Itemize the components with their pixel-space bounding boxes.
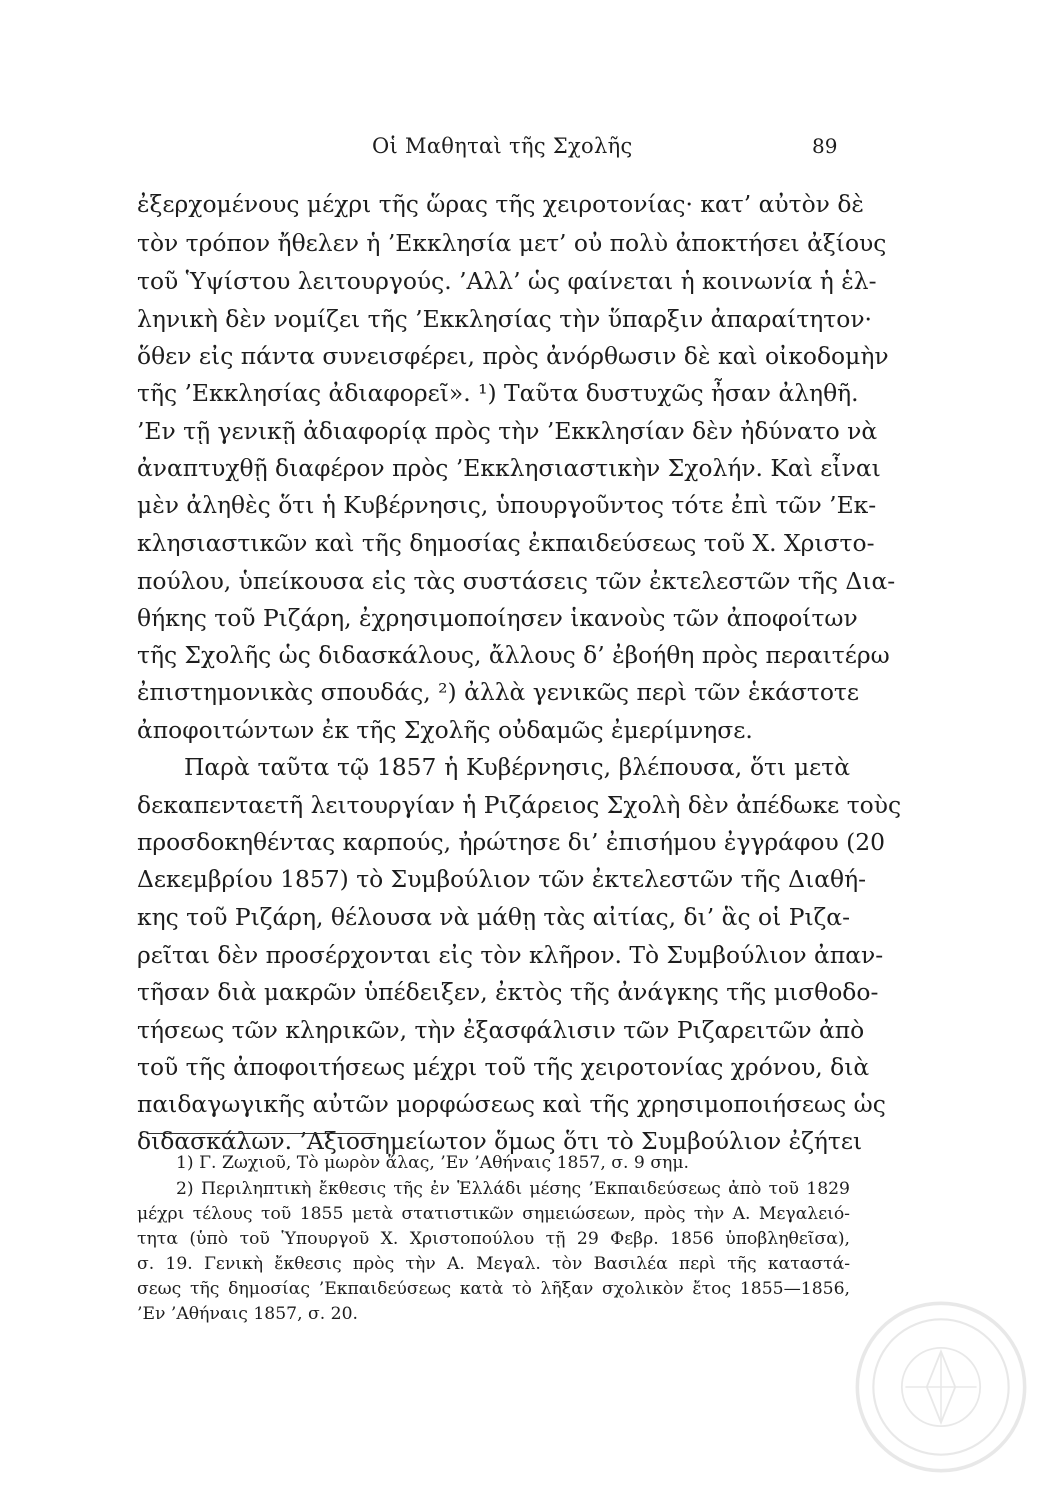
body-line: ἐπιστημονικὰς σπουδάς, ²) ἀλλὰ γενικῶς περὶ τῶν ἑκάστοτε [137,678,859,706]
body-line: τὸν τρόπον ἤθελεν ἡ ’Εκκλησία μετ’ οὐ πολὺ ἀποκτήσει ἀξίους [137,229,887,257]
body-line: ἐξερχομένους μέχρι τῆς ὥρας τῆς χειροτονίας· κατ’ αὐτὸν δὲ [137,190,864,218]
body-line: ἀποφοιτώντων ἐκ τῆς Σχολῆς οὐδαμῶς ἐμερίμνησε. [137,716,753,744]
library-seal-watermark [852,1298,1030,1476]
footnote-line: τητα (ὑπὸ τοῦ Ὑπουργοῦ Χ. Χριστοπούλου τῇ 29 Φεβρ. 1856 ὑποβληθεῖσα), [137,1229,850,1249]
body-line: παιδαγωγικῆς αὐτῶν μορφώσεως καὶ τῆς χρησιμοποιήσεως ὡς [137,1090,886,1118]
body-line: πούλου, ὑπείκουσα εἰς τὰς συστάσεις τῶν ἐκτελεστῶν τῆς Δια- [137,567,896,595]
footnote-line: 1) Γ. Ζωχιοῦ, Τὸ μωρὸν ἅλας, ’Εν ’Αθήναις 1857, σ. 9 σημ. [176,1153,689,1173]
footnote-line: ’Εν ’Αθήναις 1857, σ. 20. [137,1304,358,1324]
body-line: κης τοῦ Ριζάρη, θέλουσα νὰ μάθῃ τὰς αἰτίας, δι’ ἃς οἱ Ριζα- [137,903,850,931]
footnote-line: σεως τῆς δημοσίας ’Εκπαιδεύσεως κατὰ τὸ λῆξαν σχολικὸν ἔτος 1855—1856, [137,1279,850,1299]
body-line: ’Εν τῇ γενικῇ ἀδιαφορίᾳ πρὸς τὴν ’Εκκλησίαν δὲν ἠδύνατο νὰ [137,417,878,445]
footnote-divider [148,1133,376,1134]
body-line: τοῦ Ὑψίστου λειτουργούς. ’Αλλ’ ὡς φαίνεται ἡ κοινωνία ἡ ἑλ- [137,267,877,295]
body-line: Δεκεμβρίου 1857) τὸ Συμβούλιον τῶν ἐκτελεστῶν τῆς Διαθή- [137,865,867,893]
body-line: δεκαπενταετῆ λειτουργίαν ἡ Ριζάρειος Σχολὴ δὲν ἀπέδωκε τοὺς [137,791,902,819]
footnote-line: 2) Περιληπτικὴ ἔκθεσις τῆς ἐν Ἑλλάδι μέσης ’Εκπαιδεύσεως ἀπὸ τοῦ 1829 [176,1179,850,1199]
body-line: ρεῖται δὲν προσέρχονται εἰς τὸν κλῆρον. Τὸ Συμβούλιον ἀπαν- [137,941,884,969]
body-line: προσδοκηθέντας καρπούς, ἠρώτησε δι’ ἐπισήμου ἐγγράφου (20 [137,828,885,856]
body-line: Παρὰ ταῦτα τῷ 1857 ἡ Κυβέρνησις, βλέπουσα, ὅτι μετὰ [184,753,850,781]
body-line: μὲν ἀληθὲς ὅτι ἡ Κυβέρνησις, ὑπουργοῦντος τότε ἐπὶ τῶν ’Εκ- [137,491,877,519]
body-line: τῆσαν διὰ μακρῶν ὑπέδειξεν, ἐκτὸς τῆς ἀνάγκης τῆς μισθοδο- [137,978,879,1006]
footnote-line: μέχρι τέλους τοῦ 1855 μετὰ στατιστικῶν σημειώσεων, πρὸς τὴν Α. Μεγαλειό- [137,1204,850,1224]
running-header-title: Οἱ Μαθηταὶ τῆς Σχολῆς [372,134,633,158]
body-line: τῆς Σχολῆς ὡς διδασκάλους, ἄλλους δ’ ἐβοήθη πρὸς περαιτέρω [137,641,890,669]
footnote-line: σ. 19. Γενικὴ ἔκθεσις πρὸς τὴν Α. Μεγαλ. τὸν Βασιλέα περὶ τῆς καταστά- [137,1254,850,1274]
body-line: τῆς ’Εκκλησίας ἀδιαφορεῖ». ¹) Ταῦτα δυστυχῶς ἦσαν ἀληθῆ. [137,379,859,407]
body-line: ὅθεν εἰς πάντα συνεισφέρει, πρὸς ἀνόρθωσιν δὲ καὶ οἰκοδομὴν [137,342,889,370]
body-line: τοῦ τῆς ἀποφοιτήσεως μέχρι τοῦ τῆς χειροτονίας χρόνου, διὰ [137,1053,870,1081]
body-line: ἀναπτυχθῇ διαφέρον πρὸς ’Εκκλησιαστικὴν Σχολήν. Καὶ εἶναι [137,454,881,482]
page-number: 89 [812,134,838,158]
body-line: ληνικὴ δὲν νομίζει τῆς ’Εκκλησίας τὴν ὕπαρξιν ἀπαραίτητον· [137,305,872,333]
body-line: τήσεως τῶν κληρικῶν, τὴν ἐξασφάλισιν τῶν Ριζαρειτῶν ἀπὸ [137,1016,865,1044]
body-line: διδασκάλων. ’Αξιοσημείωτον ὅμως ὅτι τὸ Συμβούλιον ἐζήτει [137,1127,863,1155]
body-line: κλησιαστικῶν καὶ τῆς δημοσίας ἐκπαιδεύσεως τοῦ Χ. Χριστο- [137,529,875,557]
body-line: θήκης τοῦ Ριζάρη, ἐχρησιμοποίησεν ἱκανοὺς τῶν ἀποφοίτων [137,604,858,632]
